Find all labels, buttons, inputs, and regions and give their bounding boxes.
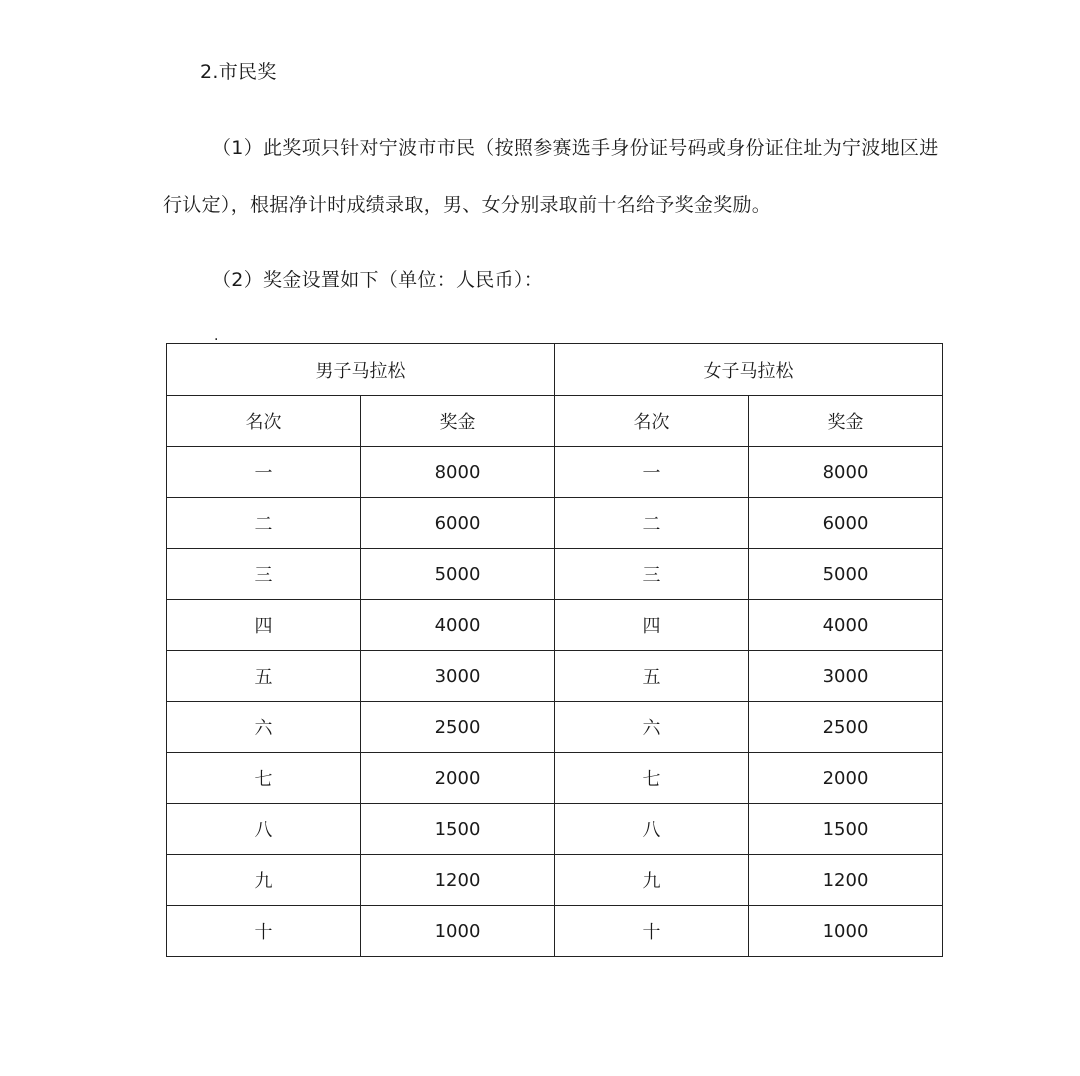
male-rank-cell: 八 [167, 804, 361, 855]
female-rank-cell: 八 [555, 804, 749, 855]
table-row [167, 651, 943, 702]
male-prize-cell: 3000 [361, 651, 555, 702]
paragraph-1-line-1: （1）此奖项只针对宁波市市民（按照参赛选手身份证号码或身份证住址为宁波地区进 [212, 137, 939, 159]
table-row [167, 447, 943, 498]
table-row [167, 549, 943, 600]
prize-table-body [167, 344, 943, 957]
section-heading: 2.市民奖 [200, 61, 277, 83]
table-row [167, 906, 943, 957]
male-rank-column-header: 名次 [167, 396, 361, 447]
male-prize-cell: 2500 [361, 702, 555, 753]
male-rank-cell: 四 [167, 600, 361, 651]
female-rank-cell: 九 [555, 855, 749, 906]
male-marathon-header: 男子马拉松 [167, 344, 555, 396]
male-rank-cell: 一 [167, 447, 361, 498]
female-rank-cell: 四 [555, 600, 749, 651]
female-prize-cell: 1500 [749, 804, 943, 855]
female-rank-cell: 三 [555, 549, 749, 600]
female-rank-column-header: 名次 [555, 396, 749, 447]
female-rank-cell: 一 [555, 447, 749, 498]
female-prize-cell: 1000 [749, 906, 943, 957]
female-rank-cell: 二 [555, 498, 749, 549]
female-prize-cell: 1200 [749, 855, 943, 906]
female-rank-cell: 六 [555, 702, 749, 753]
male-prize-cell: 4000 [361, 600, 555, 651]
paragraph-1-line-2: 行认定），根据净计时成绩录取，男、女分别录取前十名给予奖金奖励。 [163, 194, 772, 216]
female-prize-cell: 8000 [749, 447, 943, 498]
table-row [167, 498, 943, 549]
male-prize-column-header: 奖金 [361, 396, 555, 447]
male-rank-cell: 六 [167, 702, 361, 753]
table-row [167, 702, 943, 753]
table-group-header-row [167, 344, 943, 396]
female-rank-cell: 十 [555, 906, 749, 957]
male-rank-cell: 七 [167, 753, 361, 804]
female-prize-cell: 2500 [749, 702, 943, 753]
female-marathon-header: 女子马拉松 [555, 344, 943, 396]
male-rank-cell: 三 [167, 549, 361, 600]
female-prize-cell: 3000 [749, 651, 943, 702]
male-prize-cell: 6000 [361, 498, 555, 549]
table-row [167, 600, 943, 651]
male-prize-cell: 5000 [361, 549, 555, 600]
female-prize-cell: 2000 [749, 753, 943, 804]
table-column-header-row [167, 396, 943, 447]
male-prize-cell: 1500 [361, 804, 555, 855]
male-rank-cell: 五 [167, 651, 361, 702]
male-prize-cell: 1000 [361, 906, 555, 957]
female-prize-cell: 6000 [749, 498, 943, 549]
prize-table [166, 343, 943, 957]
female-rank-cell: 五 [555, 651, 749, 702]
male-rank-cell: 二 [167, 498, 361, 549]
male-prize-cell: 1200 [361, 855, 555, 906]
male-prize-cell: 2000 [361, 753, 555, 804]
female-prize-cell: 4000 [749, 600, 943, 651]
table-row [167, 855, 943, 906]
male-rank-cell: 九 [167, 855, 361, 906]
table-row [167, 753, 943, 804]
male-prize-cell: 8000 [361, 447, 555, 498]
male-rank-cell: 十 [167, 906, 361, 957]
female-prize-cell: 5000 [749, 549, 943, 600]
female-prize-column-header: 奖金 [749, 396, 943, 447]
stray-mark: . [214, 328, 219, 344]
table-row [167, 804, 943, 855]
paragraph-2: （2）奖金设置如下（单位：人民币）： [212, 269, 543, 291]
female-rank-cell: 七 [555, 753, 749, 804]
